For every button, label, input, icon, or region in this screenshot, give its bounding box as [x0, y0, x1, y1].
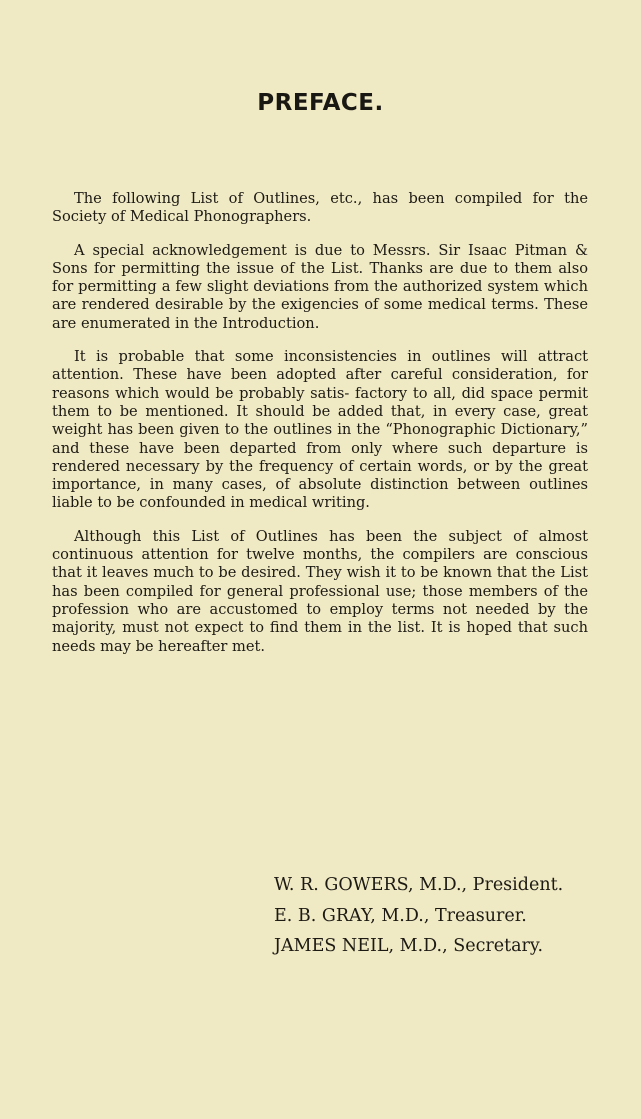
signatory-secretary: JAMES NEIL, M.D., Secretary. — [274, 936, 544, 956]
signature-block — [274, 870, 563, 962]
signatory-president: W. R. GOWERS, M.D., President. — [274, 875, 564, 895]
page-title: PREFACE. — [257, 90, 384, 116]
preface-body — [52, 190, 588, 671]
paragraph-2: A special acknowledgement is due to Messrs. Sir Isaac Pitman & Sons for permitting the issue of the List. Thanks are due to them also for permitting a few slight deviations from the authorized system which are rendered desirable by the exigencies of some medical terms. These are enumerated in the Introduction. — [52, 241, 588, 332]
paragraph-3: It is probable that some inconsistencies in outlines will attract attention. These have been adopted after careful consideration, for reasons which would be probably satis- factory to all, did space permit them to be mentioned. It should be added that, in every case, great weight has been given to the outlines in the “Phonographic Dictionary,” and these have been departed from only where such departure is rendered necessary by the frequency of certain words, or by the great importance, in many cases, of absolute distinction between outlines liable to be confounded in medical writing. — [52, 348, 588, 512]
paragraph-4: Although this List of Outlines has been the subject of almost continuous attention for twelve months, the compilers are conscious that it leaves much to be desired. They wish it to be known that the List has been compiled for general professional use; those members of the profession who are accustomed to employ terms not needed by the majority, must not expect to find them in the list. It is hoped that such needs may be hereafter met. — [52, 527, 588, 655]
signatory-treasurer: E. B. GRAY, M.D., Treasurer. — [274, 905, 527, 926]
paragraph-1: The following List of Outlines, etc., has been compiled for the Society of Medical Phonographers. — [52, 190, 588, 226]
